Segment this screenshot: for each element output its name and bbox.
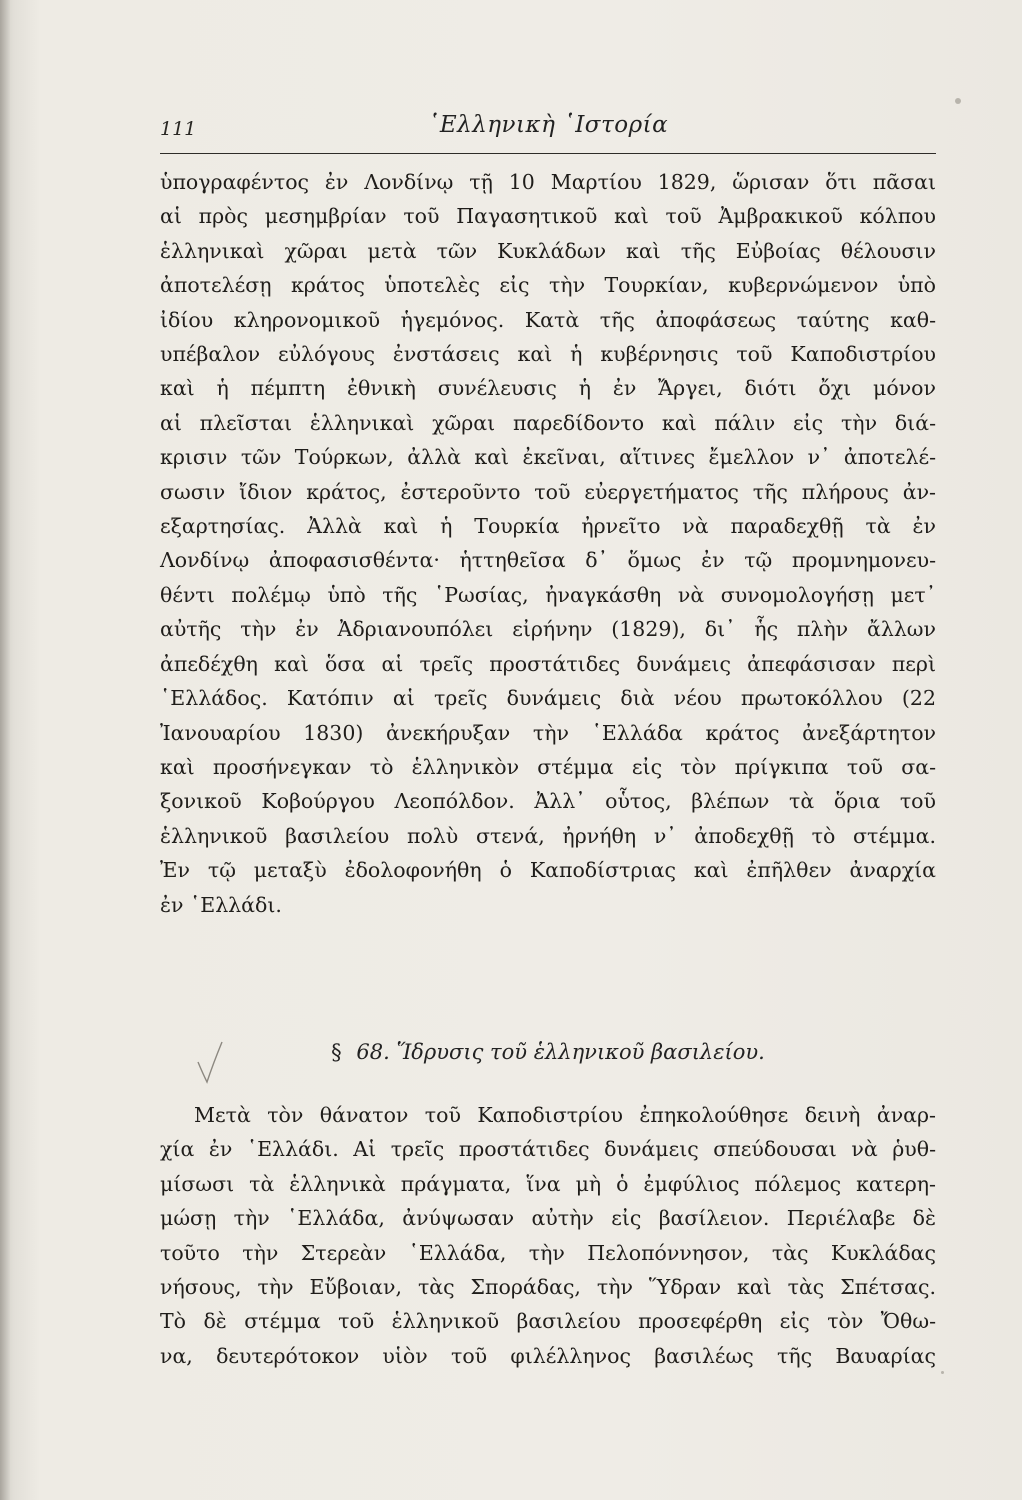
binding-shadow [0, 0, 10, 1500]
text-line: Λονδίνῳ ἀποφασισθέντα· ἡττηθεῖσα δ᾿ ὅμως ἐν τῷ προμνημονευ- [160, 548, 936, 573]
section-heading [160, 1040, 936, 1064]
text-line: ἀποτελέσῃ κράτος ὑποτελὲς εἰς τὴν Τουρκίαν, κυβερνώμενον ὑπὸ [160, 273, 936, 298]
text-line: μώσῃ τὴν ῾Ελλάδα, ἀνύψωσαν αὐτὴν εἰς βασίλειον. Περιέλαβε δὲ [160, 1206, 936, 1231]
text-line: αὐτῆς τὴν ἐν Ἀδριανουπόλει εἰρήνην (1829), δι᾿ ἧς πλὴν ἄλλων [160, 617, 936, 642]
paper-speck [955, 98, 961, 104]
text-line: καὶ ἡ πέμπτη ἐθνικὴ συνέλευσις ἡ ἐν Ἄργει, διότι ὄχι μόνον [160, 376, 936, 401]
text-line: Τὸ δὲ στέμμα τοῦ ἑλληνικοῦ βασιλείου προσεφέρθη εἰς τὸν Ὄθω- [160, 1309, 936, 1334]
text-line: ῾Ελλάδος. Κατόπιν αἱ τρεῖς δυνάμεις διὰ νέου πρωτοκόλλου (22 [160, 686, 936, 711]
text-line: ἑλληνικοῦ βασιλείου πολὺ στενά, ἠρνήθη ν᾿ ἀποδεχθῇ τὸ στέμμα. [160, 823, 936, 848]
text-line: ἑλληνικαὶ χῶραι μετὰ τῶν Κυκλάδων καὶ τῆς Εὐβοίας θέλουσιν [160, 238, 936, 263]
page-number: 111 [160, 118, 197, 140]
text-line: καὶ προσήνεγκαν τὸ ἑλληνικὸν στέμμα εἰς τὸν πρίγκιπα τοῦ σα- [160, 754, 936, 779]
text-line: θέντι πολέμῳ ὑπὸ τῆς ῾Ρωσίας, ἠναγκάσθη νὰ συνομολογήσῃ μετ᾿ [160, 582, 936, 607]
section-symbol: § [331, 1040, 342, 1064]
text-line: εξαρτησίας. Ἀλλὰ καὶ ἡ Τουρκία ἠρνεῖτο νὰ παραδεχθῇ τὰ ἐν [160, 514, 936, 539]
text-line: αἱ πρὸς μεσημβρίαν τοῦ Παγασητικοῦ καὶ τοῦ Ἀμβρακικοῦ κόλπου [160, 204, 936, 229]
text-line: νήσους, τὴν Εὔβοιαν, τὰς Σποράδας, τὴν Ὕδραν καὶ τὰς Σπέτσας. [160, 1275, 936, 1300]
text-line: μίσωσι τὰ ἑλληνικὰ πράγματα, ἵνα μὴ ὁ ἐμφύλιος πόλεμος κατερη- [160, 1171, 936, 1196]
paragraph-1 [160, 165, 936, 922]
text-line: ἐν ῾Ελλάδι. [160, 892, 282, 917]
paper-speck [941, 1371, 944, 1374]
header-rule [160, 153, 936, 154]
text-line: κρισιν τῶν Τούρκων, ἀλλὰ καὶ ἐκεῖναι, αἵτινες ἔμελλον ν᾿ ἀποτελέ- [160, 445, 936, 470]
text-line: υπέβαλον εὐλόγους ἐνστάσεις καὶ ἡ κυβέρνησις τοῦ Καποδιστρίου [160, 342, 936, 367]
running-head-title: ῾Ελληνικὴ ῾Ιστορία [427, 112, 669, 138]
text-line: Μετὰ τὸν θάνατον τοῦ Καποδιστρίου ἐπηκολούθησε δεινὴ ἀναρ- [194, 1103, 936, 1127]
text-line: ἰδίου κληρονομικοῦ ἡγεμόνος. Κατὰ τῆς ἀποφάσεως ταύτης καθ- [160, 307, 936, 332]
text-line: χία ἐν ῾Ελλάδι. Αἱ τρεῖς προστάτιδες δυνάμεις σπεύδουσαι νὰ ῥυθ- [160, 1137, 936, 1162]
text-line: Ἰανουαρίου 1830) ἀνεκήρυξαν τὴν ῾Ελλάδα κράτος ἀνεξάρτητον [160, 720, 936, 745]
text-line: ἀπεδέχθη καὶ ὅσα αἱ τρεῖς προστάτιδες δυνάμεις ἀπεφάσισαν περὶ [160, 651, 936, 676]
text-line: ὑπογραφέντος ἐν Λονδίνῳ τῇ 10 Μαρτίου 1829, ὥρισαν ὅτι πᾶσαι [160, 170, 936, 194]
section-number: 68. [356, 1040, 390, 1064]
text-line: Ἐν τῷ μεταξὺ ἐδολοφονήθη ὁ Καποδίστριας καὶ ἐπῆλθεν ἀναρχία [160, 858, 936, 883]
section-title: Ἵδρυσις τοῦ ἑλληνικοῦ βασιλείου. [396, 1040, 765, 1064]
text-line: ξονικοῦ Κοβούργου Λεοπόλδον. Ἀλλ᾿ οὗτος, βλέπων τὰ ὅρια τοῦ [160, 789, 936, 814]
text-line: σωσιν ἴδιον κράτος, ἐστεροῦντο τοῦ εὐεργετήματος τῆς πλήρους ἀν- [160, 479, 936, 504]
text-line: να, δευτερότοκον υἱὸν τοῦ φιλέλληνος βασιλέως τῆς Βαυαρίας [160, 1343, 936, 1368]
text-line: αἱ πλεῖσται ἑλληνικαὶ χῶραι παρεδίδοντο καὶ πάλιν εἰς τὴν διά- [160, 410, 936, 435]
paragraph-2 [160, 1098, 936, 1373]
text-line: τοῦτο τὴν Στερεὰν ῾Ελλάδα, τὴν Πελοπόννησον, τὰς Κυκλάδας [160, 1240, 936, 1265]
